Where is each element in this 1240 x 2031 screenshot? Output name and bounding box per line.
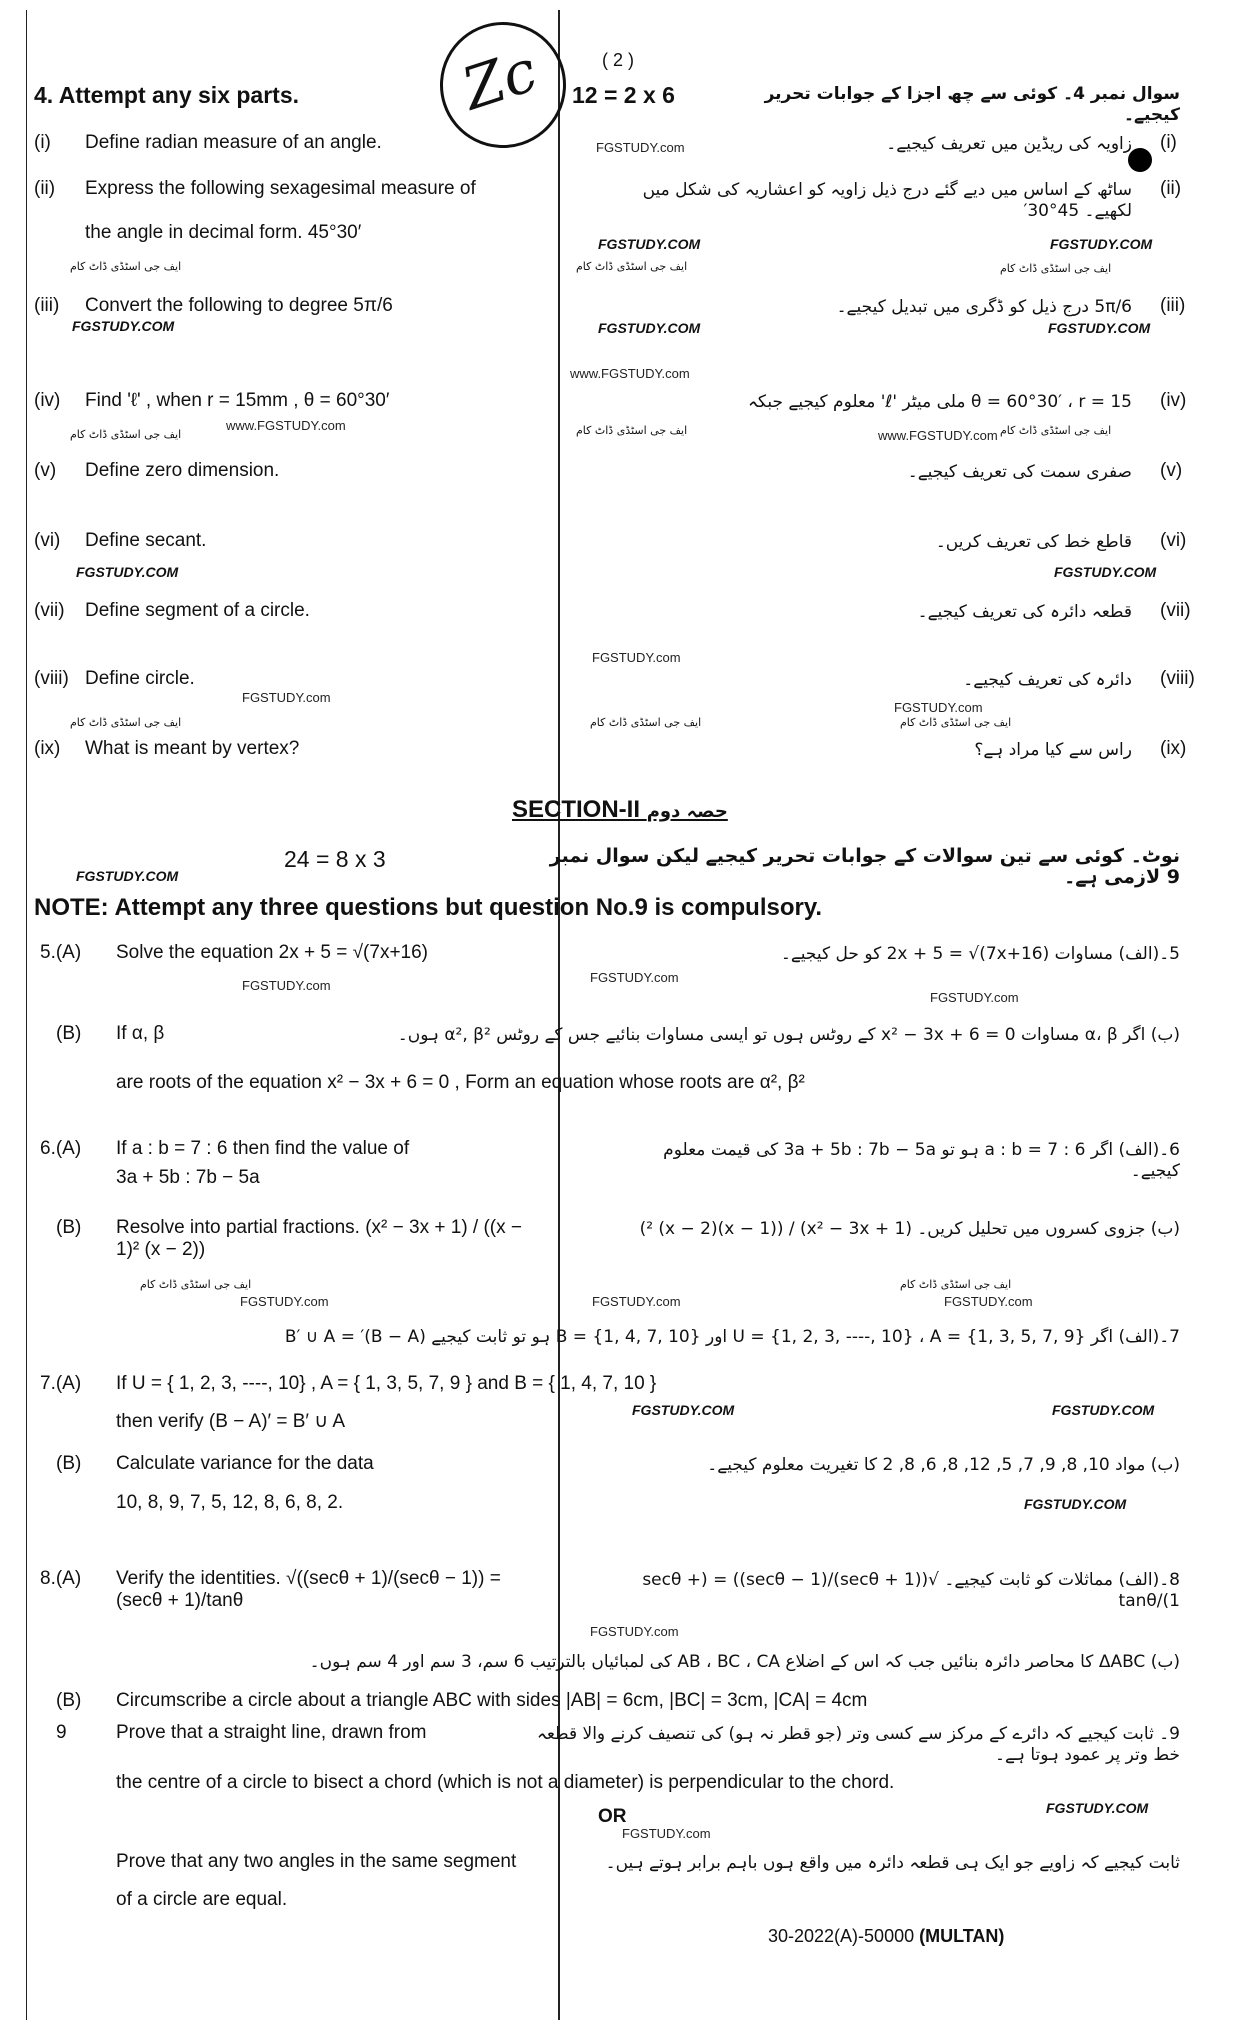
watermark-text: FGSTUDY.COM [598,320,701,336]
question-text-urdu: 6۔(الف) اگر a : b = 7 : 6 ہو تو 3a + 5b : 7b − 5a کی قیمت معلوم کیجیے۔ [663,1140,1180,1181]
question-label: (B) [56,1690,82,1711]
watermark-urdu: ایف جی اسٹڈی ڈاٹ کام [576,424,688,437]
watermark-text: FGSTUDY.com [592,650,681,665]
part-label: (vii) [34,600,65,621]
section-title-en: SECTION-II [512,796,641,823]
part-label: (vi) [34,530,61,551]
watermark-text: FGSTUDY.com [596,140,685,155]
watermark-text: FGSTUDY.COM [72,318,175,334]
watermark-text: FGSTUDY.COM [1048,320,1151,336]
q4-marks: 12 = 2 x 6 [572,82,675,108]
watermark-text: FGSTUDY.com [590,1624,679,1639]
watermark-text: www.FGSTUDY.com [878,428,998,443]
or-label: OR [598,1806,627,1827]
part-label-urdu: (vii) [1160,600,1191,621]
part-label-urdu: (ix) [1160,738,1187,759]
column-divider [558,10,560,2020]
watermark-text: FGSTUDY.com [592,1294,681,1309]
watermark-urdu: ایف جی اسٹڈی ڈاٹ کام [70,260,182,273]
part-label: (ii) [34,178,56,199]
watermark-urdu: ایف جی اسٹڈی ڈاٹ کام [1000,424,1112,437]
part-label-urdu: (iii) [1160,295,1186,316]
watermark-text: FGSTUDY.COM [1024,1496,1127,1512]
part-text-urdu: زاویہ کی ریڈین میں تعریف کیجیے۔ [886,134,1132,154]
question-label: 8.(A) [40,1568,82,1589]
part-label-urdu: (viii) [1160,668,1195,689]
question-text-urdu: (ب) ΔABC کا محاصر دائرہ بنائیں جب کہ اس کے اضلاع AB ، BC ، CA کی لمبائیاں بالترتیب 6 سم، 3 سم اور 4 سم ہوں۔ [309,1652,1180,1672]
part-label-urdu: (i) [1160,132,1177,153]
part-text-en: Express the following sexagesimal measure of [85,178,476,199]
watermark-text: FGSTUDY.COM [1050,236,1153,252]
watermark-urdu: ایف جی اسٹڈی ڈاٹ کام [590,716,702,729]
part-text-en: Convert the following to degree 5π/6 [85,295,393,316]
watermark-text: FGSTUDY.com [590,970,679,985]
watermark-text: FGSTUDY.com [242,690,331,705]
watermark-text: FGSTUDY.com [930,990,1019,1005]
part-text-en: Define radian measure of an angle. [85,132,382,153]
question-label: (B) [56,1453,82,1474]
examiner-stamp: Zc [424,6,583,165]
question-text-urdu: 8۔(الف) مماثلات کو ثابت کیجیے۔ √((secθ + 1)/(secθ − 1)) = (secθ + 1)/tanθ [642,1570,1180,1611]
watermark-text: FGSTUDY.COM [1054,564,1157,580]
question-label: 9 [56,1722,67,1743]
section-marks: 24 = 8 x 3 [284,846,386,872]
q4-title: 4. Attempt any six parts. [34,82,300,108]
part-label: (viii) [34,668,69,689]
left-border [26,10,27,2020]
question-label: 7.(A) [40,1373,82,1394]
watermark-text: FGSTUDY.com [894,700,983,715]
part-text-urdu: ساٹھ کے اساس میں دیے گئے درج ذیل زاویہ کو اعشاریہ کی شکل میں لکھیے۔ 45°30′ [642,180,1132,221]
watermark-urdu: ایف جی اسٹڈی ڈاٹ کام [70,716,182,729]
watermark-text: FGSTUDY.COM [76,564,179,580]
watermark-urdu: ایف جی اسٹڈی ڈاٹ کام [576,260,688,273]
part-text-urdu: صفری سمت کی تعریف کیجیے۔ [907,462,1132,482]
question-text-en: Solve the equation 2x + 5 = √(7x+16) [116,942,428,963]
part-label: (iii) [34,295,60,316]
watermark-text: FGSTUDY.COM [632,1402,735,1418]
question-label: (B) [56,1217,82,1238]
question-text-urdu: (ب) جزوی کسروں میں تحلیل کریں۔ (x² − 3x + 1) / ((x − 1)² (x − 2)) [639,1219,1180,1239]
question-text-en: are roots of the equation x² − 3x + 6 = 0 , Form an equation whose roots are α², β² [116,1072,805,1093]
watermark-text: FGSTUDY.com [242,978,331,993]
part-text-urdu: دائرہ کی تعریف کیجیے۔ [963,670,1132,690]
question-text-en: Verify the identities. √((secθ + 1)/(secθ − 1)) = (secθ + 1)/tanθ [116,1568,501,1611]
part-text-urdu: 5π/6 درج ذیل کو ڈگری میں تبدیل کیجیے۔ [836,297,1132,317]
part-text-urdu: راس سے کیا مراد ہے؟ [974,740,1132,760]
part-text-urdu: θ = 60°30′ ، r = 15 ملی میٹر 'ℓ' معلوم کیجیے جبکہ [747,392,1132,412]
watermark-urdu: ایف جی اسٹڈی ڈاٹ کام [1000,262,1112,275]
watermark-text: FGSTUDY.com [944,1294,1033,1309]
part-text-en: Define segment of a circle. [85,600,310,621]
watermark-urdu: ایف جی اسٹڈی ڈاٹ کام [900,1278,1012,1291]
section-title [512,796,728,824]
question-label: (B) [56,1023,82,1044]
question-text-en: the centre of a circle to bisect a chord (which is not a diameter) is perpendicular to the chord. [116,1772,895,1793]
question-text-en: Circumscribe a circle about a triangle ABC with sides |AB| = 6cm, |BC| = 3cm, |CA| = 4cm [116,1690,868,1711]
watermark-text: www.FGSTUDY.com [226,418,346,433]
watermark-urdu: ایف جی اسٹڈی ڈاٹ کام [140,1278,252,1291]
region: (MULTAN) [919,1926,1005,1946]
part-label: (ix) [34,738,61,759]
question-text-en: Resolve into partial fractions. (x² − 3x + 1) / ((x − 1)² (x − 2)) [116,1217,523,1260]
watermark-text: FGSTUDY.com [622,1826,711,1841]
note-urdu: نوٹ۔ کوئی سے تین سوالات کے جوابات تحریر کیجیے لیکن سوال نمبر 9 لازمی ہے۔ [549,845,1180,888]
watermark-text: FGSTUDY.COM [598,236,701,252]
question-text-en: 3a + 5b : 7b − 5a [116,1167,260,1188]
watermark-text: FGSTUDY.COM [1052,1402,1155,1418]
part-text-en: Define secant. [85,530,207,551]
question-text-en: If a : b = 7 : 6 then find the value of [116,1138,410,1159]
question-text-en: of a circle are equal. [116,1889,288,1910]
question-text-urdu: 5۔(الف) مساوات 2x + 5 = √(7x+16) کو حل کیجیے۔ [780,944,1180,964]
part-text-urdu: قطعہ دائرہ کی تعریف کیجیے۔ [917,602,1132,622]
question-text-en: If α, β [116,1023,165,1044]
q4-title-urdu: سوال نمبر 4۔ کوئی سے چھ اجزا کے جوابات تحریر کیجیے۔ [764,84,1180,125]
question-text-en: 10, 8, 9, 7, 5, 12, 8, 6, 8, 2. [116,1492,344,1513]
part-label-urdu: (ii) [1160,178,1182,199]
question-text-en: If U = { 1, 2, 3, ----, 10} , A = { 1, 3, 5, 7, 9 } and B = { 1, 4, 7, 10 } [116,1373,657,1394]
question-text-urdu: (ب) مواد 10, 8, 9, 7, 5, 12, 8, 6, 8, 2 کا تغیریت معلوم کیجیے۔ [707,1455,1180,1475]
question-text-urdu: 7۔(الف) اگر U = {1, 2, 3, ----, 10} ، A = {1, 3, 5, 7, 9} اور B = {1, 4, 7, 10} ہو تو ثابت کیجیے (B − A)′ = B′ ∪ A [284,1327,1180,1347]
part-label: (i) [34,132,51,153]
note: NOTE: Attempt any three questions but question No.9 is compulsory. [34,894,823,921]
part-label-urdu: (vi) [1160,530,1187,551]
part-label-urdu: (v) [1160,460,1183,481]
paper-code: 30-2022(A)-50000 [768,1926,915,1946]
question-label: 5.(A) [40,942,82,963]
question-text-en: Calculate variance for the data [116,1453,374,1474]
part-text-en: the angle in decimal form. 45°30′ [85,222,362,243]
watermark-text: FGSTUDY.COM [76,868,179,884]
question-text-urdu: (ب) اگر α، β مساوات x² − 3x + 6 = 0 کے روٹس ہوں تو ایسی مساوات بنائیے جس کے روٹس α², β² ہوں۔ [397,1025,1180,1045]
part-text-en: Define zero dimension. [85,460,280,481]
part-label: (iv) [34,390,61,411]
question-text-en: Prove that a straight line, drawn from [116,1722,427,1743]
question-label: 6.(A) [40,1138,82,1159]
part-label: (v) [34,460,57,481]
question-text-urdu: ثابت کیجیے کہ زاویے جو ایک ہی قطعہ دائرہ میں واقع ہوں باہم برابر ہوتے ہیں۔ [605,1853,1180,1873]
question-text-en: then verify (B − A)′ = B′ ∪ A [116,1411,346,1432]
part-text-en: Define circle. [85,668,195,689]
question-text-urdu: 9۔ ثابت کیجیے کہ دائرے کے مرکز سے کسی وتر (جو قطر نہ ہو) کی تنصیف کرنے والا قطعہ خط وتر پر عمود ہوتا ہے۔ [536,1724,1180,1765]
watermark-text: FGSTUDY.com [240,1294,329,1309]
watermark-urdu: ایف جی اسٹڈی ڈاٹ کام [900,716,1012,729]
section-title-urdu: حصہ دوم [646,801,728,822]
watermark-text: www.FGSTUDY.com [570,366,690,381]
question-text-en: Prove that any two angles in the same segment [116,1851,517,1872]
part-label-urdu: (iv) [1160,390,1187,411]
page-number: ( 2 ) [602,50,635,70]
part-text-en: Find 'ℓ' , when r = 15mm , θ = 60°30′ [85,390,390,411]
watermark-text: FGSTUDY.COM [1046,1800,1149,1816]
footer-code [768,1926,1004,1947]
watermark-urdu: ایف جی اسٹڈی ڈاٹ کام [70,428,182,441]
part-text-urdu: قاطع خط کی تعریف کریں۔ [935,532,1132,552]
part-text-en: What is meant by vertex? [85,738,300,759]
